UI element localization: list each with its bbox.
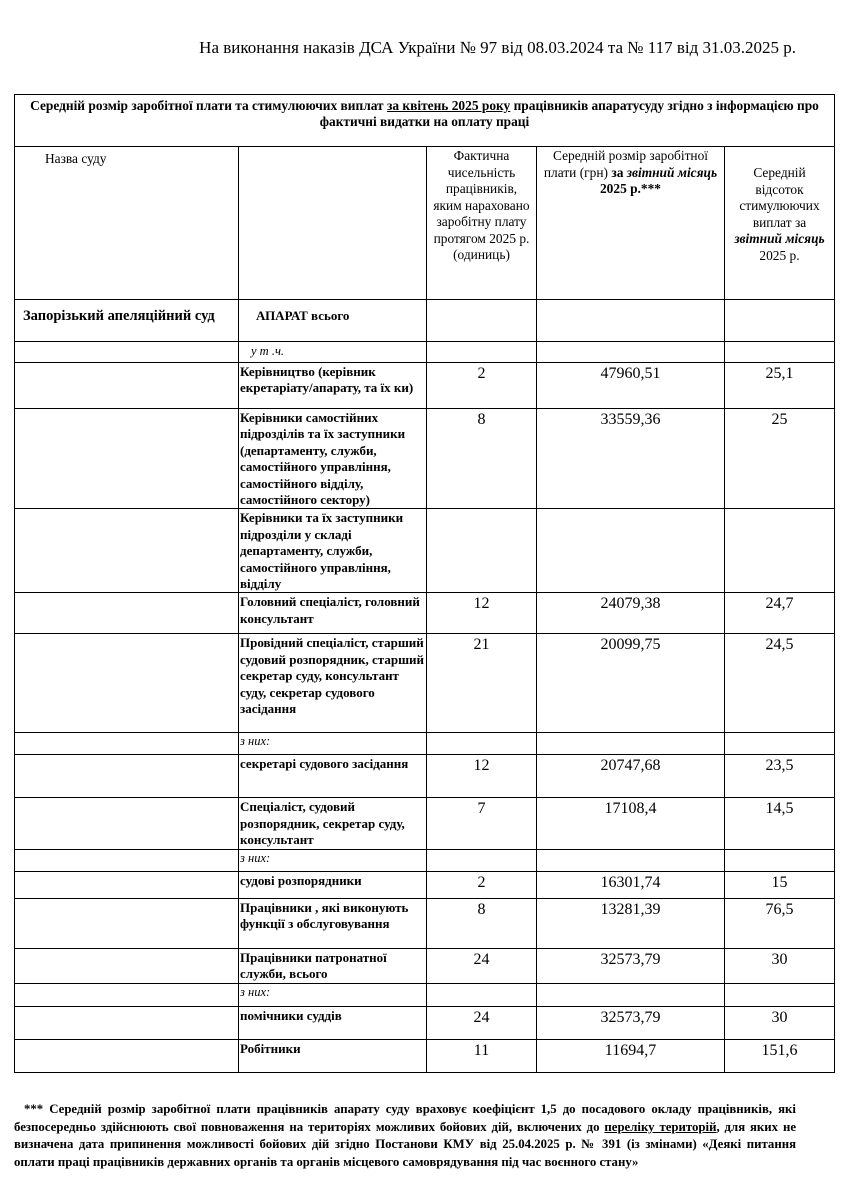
table-title	[15, 95, 835, 147]
headcount-cell: 8	[427, 409, 537, 509]
headcount-cell: 11	[427, 1039, 537, 1072]
category-label: Працівники , які виконують функції з обслуговування	[239, 898, 427, 948]
bonus-cell: 24,7	[725, 593, 835, 634]
table-row	[15, 363, 835, 409]
bonus-cell: 24,5	[725, 634, 835, 733]
header-note: На виконання наказів ДСА України № 97 від 08.03.2024 та № 117 від 31.03.2025 р.	[199, 38, 796, 57]
territories-list-link[interactable]: переліку територій	[604, 1119, 717, 1134]
category-label: Головний спеціаліст, головний консультант	[239, 593, 427, 634]
table-row	[15, 871, 835, 898]
col-header-avg-salary: Середній розмір заробітної плати (грн) за звітний місяць 2025 р.***	[537, 147, 725, 300]
bonus-cell: 30	[725, 1006, 835, 1039]
table-row	[15, 948, 835, 983]
bonus-cell: 151,6	[725, 1039, 835, 1072]
title-row	[15, 95, 835, 147]
category-label: Керівництво (керівник екретаріату/апарату, та їх ки)	[239, 363, 427, 409]
headcount-cell: 24	[427, 948, 537, 983]
table-row	[15, 634, 835, 733]
title-text-end: працівників апаратусуду згідно з інформацією про фактичні видатки на оплату праці	[319, 98, 819, 129]
headcount-cell	[427, 509, 537, 593]
bonus-cell: 14,5	[725, 798, 835, 849]
table-row	[15, 1006, 835, 1039]
table-row	[15, 509, 835, 593]
table-row	[15, 798, 835, 849]
category-label: секретарі судового засідання	[239, 755, 427, 798]
col-header-court-name: Назва суду	[15, 147, 239, 300]
headcount-cell: 24	[427, 1006, 537, 1039]
salary-cell: 24079,38	[537, 593, 725, 634]
headcount-cell: 2	[427, 363, 537, 409]
col-header-bonus-percent: Середній відсоток стимулюючих виплат за звітний місяць 2025 р.	[725, 147, 835, 300]
table-row	[15, 1039, 835, 1072]
bonus-cell: 23,5	[725, 755, 835, 798]
category-label: Працівники патронатної служби, всього	[239, 948, 427, 983]
category-label: судові розпорядники	[239, 871, 427, 898]
salary-cell: 16301,74	[537, 871, 725, 898]
bonus-cell: 25	[725, 409, 835, 509]
court-row	[15, 300, 835, 342]
bonus-cell: 76,5	[725, 898, 835, 948]
category-label: Керівники самостійних підрозділів та їх заступники (департаменту, служби, самостійного управління, самостійного відділу, самостійного сектору)	[239, 409, 427, 509]
salary-cell: 20747,68	[537, 755, 725, 798]
bonus-cell: 30	[725, 948, 835, 983]
category-label: Керівники та їх заступники підрозділи у складі департаменту, служби, самостійного управління, відділу	[239, 509, 427, 593]
salary-cell: 32573,79	[537, 1006, 725, 1039]
of-them-label: з них:	[239, 983, 427, 1006]
incl-label: у т .ч.	[239, 342, 427, 363]
headcount-cell: 12	[427, 593, 537, 634]
of-them-row	[15, 983, 835, 1006]
headcount-cell: 8	[427, 898, 537, 948]
col-header-headcount: Фактична чисельність працівників, яким нараховано заробітну плату протягом 2025 р.(одиниць)	[427, 147, 537, 300]
court-name: Запорізький апеляційний суд	[15, 300, 239, 342]
header-row	[15, 147, 835, 300]
table-row	[15, 409, 835, 509]
salary-cell: 13281,39	[537, 898, 725, 948]
headcount-cell: 12	[427, 755, 537, 798]
incl-row	[15, 342, 835, 363]
apparat-total-label: АПАРАТ всього	[239, 300, 427, 342]
salary-cell: 33559,36	[537, 409, 725, 509]
salary-cell	[537, 509, 725, 593]
table-row	[15, 898, 835, 948]
salary-table	[14, 94, 835, 1073]
bonus-cell	[725, 509, 835, 593]
category-label: помічники суддів	[239, 1006, 427, 1039]
bonus-cell: 25,1	[725, 363, 835, 409]
bonus-cell: 15	[725, 871, 835, 898]
footnote: *** Середній розмір заробітної плати працівників апарату суду враховує коефіцієнт 1,5 до посадового окладу працівників, які безпосередньо здійснюють свої повноваження на територіях можливих бойових дій, включених до переліку територій, для яких не визначена дата припинення можливості бойових дій згідно Постанови КМУ від 25.04.2025 р. № 391 (із змінами) «Деякі питання оплати праці працівників державних органів та органів місцевого самоврядування під час воєнного стану»	[14, 1102, 796, 1169]
title-period: за квітень 2025 року	[386, 98, 511, 113]
salary-cell: 20099,75	[537, 634, 725, 733]
salary-cell: 47960,51	[537, 363, 725, 409]
of-them-row	[15, 733, 835, 755]
headcount-cell: 7	[427, 798, 537, 849]
of-them-row	[15, 849, 835, 871]
salary-cell: 32573,79	[537, 948, 725, 983]
headcount-cell: 2	[427, 871, 537, 898]
title-text: Середній розмір заробітної плати та стимулюючих виплат	[30, 98, 387, 113]
category-label: Провідний спеціаліст, старший судовий розпорядник, старший секретар суду, консультант суду, секретар судового засідання	[239, 634, 427, 733]
category-label: Робітники	[239, 1039, 427, 1072]
salary-cell: 11694,7	[537, 1039, 725, 1072]
of-them-label: з них:	[239, 849, 427, 871]
of-them-label: з них:	[239, 733, 427, 755]
headcount-cell: 21	[427, 634, 537, 733]
table-row	[15, 755, 835, 798]
table-row	[15, 593, 835, 634]
col-header-blank	[239, 147, 427, 300]
category-label: Спеціаліст, судовий розпорядник, секретар суду, консультант	[239, 798, 427, 849]
salary-cell: 17108,4	[537, 798, 725, 849]
